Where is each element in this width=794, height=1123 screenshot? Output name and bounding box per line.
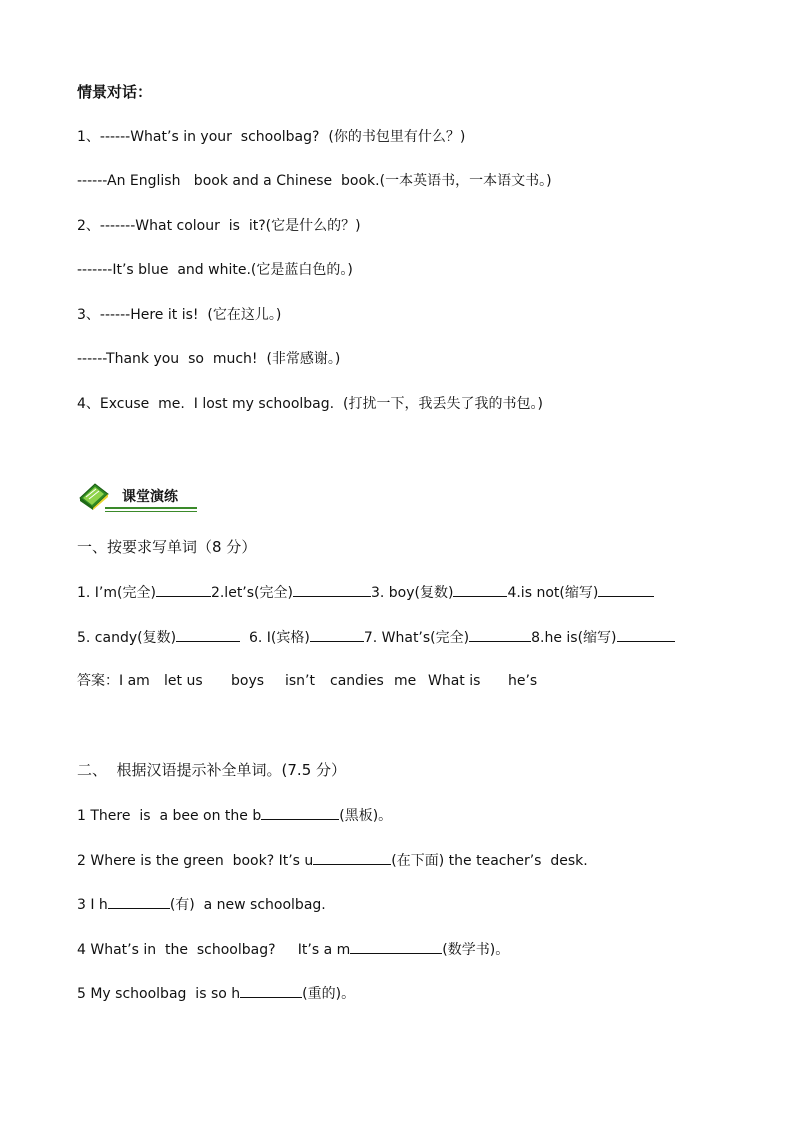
answer-blank[interactable] (261, 805, 339, 820)
book-icon (77, 480, 111, 510)
answer-word: What is (428, 673, 481, 689)
dialogue-line: 4、Excuse me. I lost my schoolbag. (打扰一下，我丢失了我的书包。) (77, 396, 543, 412)
answer-blank[interactable] (469, 627, 531, 642)
fill-question-1 (77, 805, 392, 826)
question-hint: (数学书)。 (442, 942, 510, 958)
exercise-item: 3. boy(复数) (370, 585, 454, 601)
answer-label: 答案： (77, 673, 119, 689)
practice-badge (77, 480, 207, 514)
fill-question-4 (77, 939, 509, 960)
exercise-row-1 (77, 582, 654, 603)
badge-underline (105, 507, 197, 509)
dialogue-line: ------An English book and a Chinese book.(一本英语书，一本语文书。) (77, 173, 552, 189)
practice-badge-label: 课堂演练 (122, 489, 178, 505)
answer-blank[interactable] (313, 850, 391, 865)
answer-blank[interactable] (293, 582, 371, 597)
answer-word: let us (164, 673, 203, 689)
fill-question-5 (77, 983, 355, 1004)
dialogue-line: 1、------What’s in your schoolbag? (你的书包里有什么？) (77, 129, 466, 145)
exercise-item: 2.let’s(完全) (210, 585, 293, 601)
question-text: 2 Where is the green book? It’s u (77, 853, 314, 869)
question-hint: (重的)。 (302, 986, 356, 1002)
dialogue-line: -------It’s blue and white.(它是蓝白色的。) (77, 262, 353, 278)
answer-word: me (394, 673, 417, 689)
dialogue-line: 3、------Here it is! (它在这儿。) (77, 307, 282, 323)
exercise-item: 5. candy(复数) (77, 630, 177, 646)
question-text: 3 I h (77, 897, 108, 913)
badge-underline (105, 511, 197, 512)
exercise-item: 6. I(宾格) (248, 630, 310, 646)
dialogue-line: ------Thank you so much! (非常感谢。) (77, 351, 341, 367)
question-text: 4 What’s in the schoolbag? It’s a m (77, 942, 351, 958)
answer-blank[interactable] (108, 894, 170, 909)
answer-word: I am (119, 673, 150, 689)
dialogue-heading: 情景对话： (77, 83, 153, 101)
dialogue-line: 2、-------What colour is it?(它是什么的？) (77, 218, 361, 234)
answer-word: boys (231, 673, 265, 689)
answer-word: candies (330, 673, 384, 689)
answer-word: isn’t (285, 673, 315, 689)
answer-word: he’s (508, 673, 538, 689)
exercise-item: 8.he is(缩写) (531, 630, 617, 646)
answer-blank[interactable] (350, 939, 442, 954)
answer-row (77, 671, 537, 691)
exercise-item: 1. I’m(完全) (77, 585, 156, 601)
exercise-row-2 (77, 627, 675, 648)
answer-blank[interactable] (598, 582, 654, 597)
fill-question-3 (77, 894, 326, 915)
answer-blank[interactable] (240, 983, 302, 998)
answer-blank[interactable] (617, 627, 675, 642)
question-hint: (在下面) the teacher’s desk. (391, 853, 588, 869)
question-text: 1 There is a bee on the b (77, 808, 262, 824)
exercise-item: 7. What’s(完全) (363, 630, 470, 646)
section2-title: 二、 根据汉语提示补全单词。(7.5 分） (77, 761, 347, 779)
fill-question-2 (77, 850, 588, 871)
question-hint: (有) a new schoolbag. (169, 897, 326, 913)
answer-blank[interactable] (453, 582, 507, 597)
answer-blank[interactable] (156, 582, 211, 597)
question-text: 5 My schoolbag is so h (77, 986, 241, 1002)
answer-blank[interactable] (310, 627, 364, 642)
section1-title: 一、按要求写单词（8 分） (77, 538, 257, 556)
answer-blank[interactable] (176, 627, 240, 642)
question-hint: (黑板)。 (339, 808, 393, 824)
exercise-item: 4.is not(缩写) (507, 585, 599, 601)
